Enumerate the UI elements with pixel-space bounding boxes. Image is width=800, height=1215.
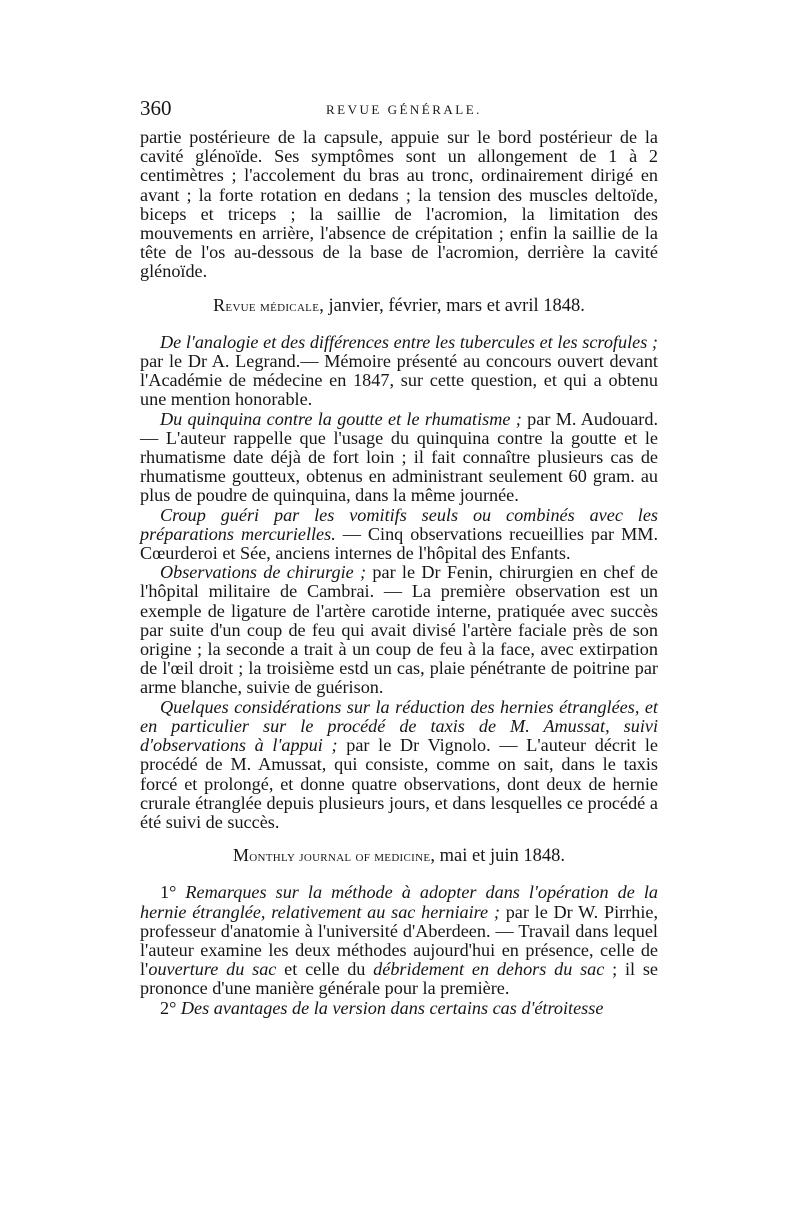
entry-title: Observations de chirurgie ;	[160, 562, 367, 583]
entry-emphasis: débridement en dehors du sac	[373, 959, 605, 980]
journal-dates: , janvier, février, mars et avril 1848.	[319, 295, 585, 316]
entry-text: ; il se prononce d'une manière générale pour la première.	[140, 959, 659, 999]
section-heading-revue-medicale	[140, 296, 658, 317]
section-heading-monthly-journal	[140, 846, 658, 867]
entry-paragraph	[140, 410, 658, 506]
entry-text: par le Dr Fenin, chirurgien en chef de l'hôpital militaire de Cambrai. — La première observation est un exemple de ligature de l'artère carotide interne, pratiquée avec succès par suite d'un coup de feu qui avait divisé l'artère faciale près de son origine ; la seconde a trait à un coup de feu à la face, avec extirpation de l'œil droit ; la troisième estd un cas, plaie pénétrante de poitrine par arme blanche, suivie de guérison.	[140, 562, 658, 698]
entry-text: et celle du	[276, 959, 374, 980]
journal-name: evue médicale	[225, 298, 320, 315]
entry-text: — Cinq observations recueillies par MM. Cœurderoi et Sée, anciens internes de l'hôpital des Enfants.	[140, 523, 658, 564]
entry-title: Croup guéri par les vomitifs seuls ou combinés avec les préparations mercurielles.	[140, 504, 658, 544]
entry-title: Du quinquina contre la goutte et le rhumatisme ;	[160, 408, 522, 429]
entry-paragraph	[140, 999, 658, 1018]
entry-title: De l'analogie et des différences entre les tubercules et les scrofules ;	[160, 331, 658, 352]
entry-text: par le Dr A. Legrand.— Mémoire présenté au concours ouvert devant l'Académie de médecine en 1847, sur cette question, et qui a obtenu une mention honorable.	[140, 351, 658, 410]
entry-text: par le Dr Vignolo. — L'auteur décrit le procédé de M. Amussat, qui consiste, comme on sait, dans le taxis forcé et prolongé, et donne quatre observations, dont deux de hernie crurale étranglée depuis plusieurs jours, et dans lesquelles ce procédé a été suivi de succès.	[140, 735, 658, 832]
entry-title: Remarques sur la méthode à adopter dans l'opération de la hernie étranglée, relativement au sac herniaire ;	[140, 882, 658, 922]
entry-title: Des avantages de la version dans certains cas d'étroitesse	[180, 997, 604, 1018]
entry-paragraph	[140, 333, 658, 410]
entry-number: 2°	[160, 997, 177, 1018]
running-title: REVUE GÉNÉRALE.	[326, 102, 482, 117]
entry-paragraph	[140, 883, 658, 998]
entry-text: par le Dr W. Pirrhie, professeur d'anatomie à l'université d'Aberdeen. — Travail dans lequel l'auteur examine les deux méthodes aujourd'hui en présence, celle de l'	[140, 901, 658, 980]
entry-paragraph	[140, 563, 658, 697]
entry-text: par M. Audouard. — L'auteur rappelle que l'usage du quinquina contre la goutte et le rhumatisme date déjà de fort loin ; il fait connaître plusieurs cas de rhumatisme goutteux, obtenus en administrant seulement 60 gram. au plus de poudre de quinquina, dans la même journée.	[140, 408, 659, 506]
entry-title: Quelques considérations sur la réduction des hernies étranglées, et en particulier sur le procédé de taxis de M. Amussat, suivi d'observations à l'appui ;	[140, 696, 658, 756]
entry-number: 1°	[160, 882, 177, 903]
journal-initial: M	[232, 845, 250, 866]
entry-paragraph	[140, 506, 658, 564]
entry-emphasis: ouverture du sac	[148, 959, 277, 980]
journal-initial: R	[213, 294, 226, 315]
entry-paragraph	[140, 698, 658, 832]
journal-name: onthly journal of medicine	[249, 849, 431, 866]
body-text	[140, 128, 658, 1018]
page-header	[140, 96, 660, 122]
journal-dates: , mai et juin 1848.	[430, 846, 566, 867]
page-number: 360	[140, 96, 172, 120]
intro-paragraph: partie postérieure de la capsule, appuie sur le bord postérieur de la cavité glénoïde. Ses symptômes sont un allongement de 1 à 2 centimètres ; l'accolement du bras au tronc, ordinairement dirigé en avant ; la forte rotation en dedans ; la tension des muscles deltoïde, biceps et triceps ; la saillie de l'acromion, la limitation des mouvements en arrière, l'absence de crépitation ; enfin la saillie de la tête de l'os au-dessous de la base de l'acromion, derrière la cavité glénoïde.	[140, 127, 658, 282]
